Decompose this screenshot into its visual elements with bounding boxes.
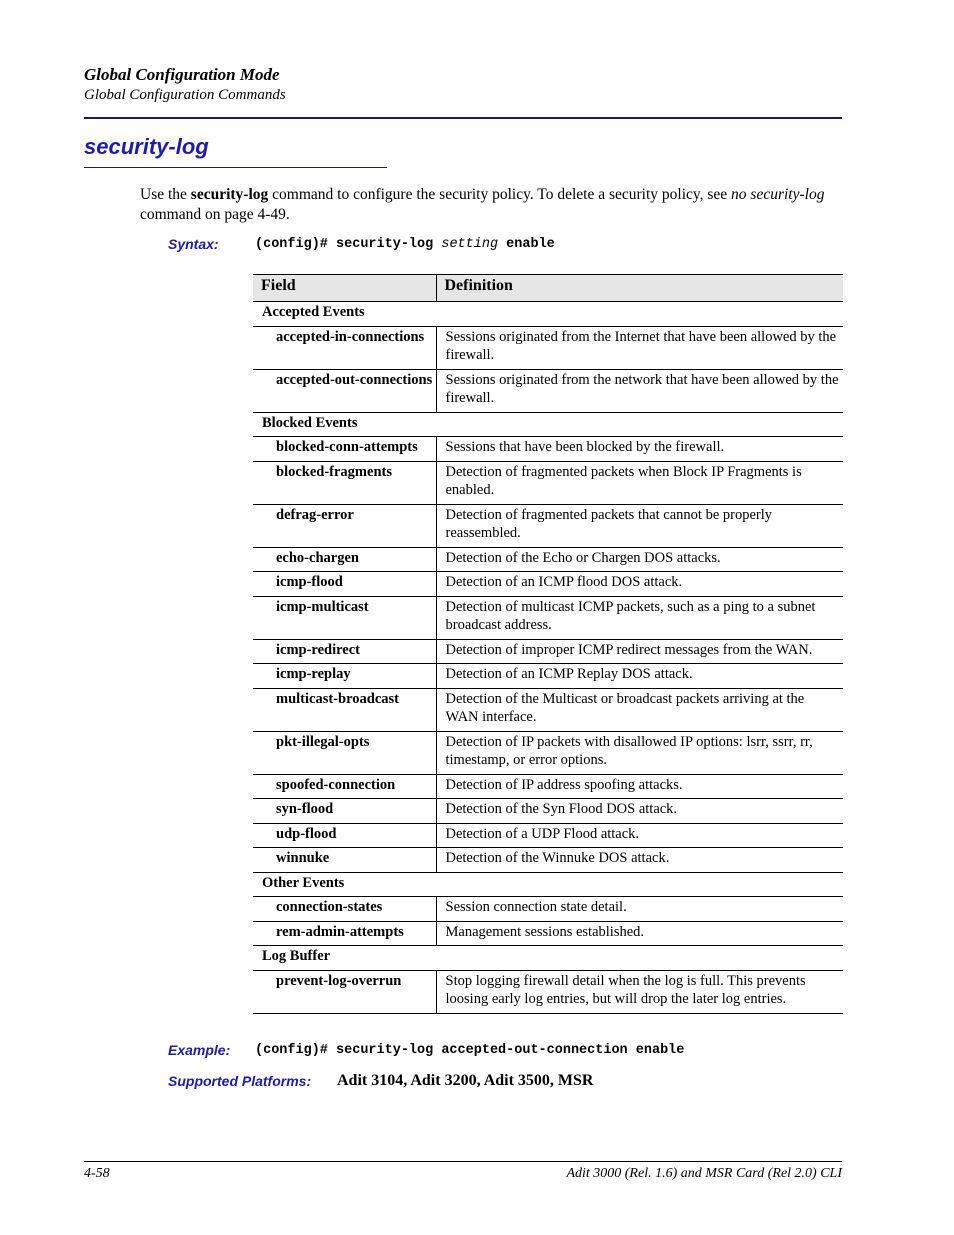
field-definition: Detection of improper ICMP redirect messages from the WAN. [436,639,843,664]
table-category-row [253,946,843,971]
header-definition: Definition [436,275,843,302]
header-field: Field [253,275,436,302]
category-label: Log Buffer [253,946,843,971]
table-row [253,799,843,824]
field-definition: Detection of the Multicast or broadcast packets arriving at the WAN interface. [436,688,843,731]
field-name: blocked-fragments [253,461,436,504]
field-definition: Sessions that have been blocked by the firewall. [436,437,843,462]
field-name: accepted-in-connections [253,326,436,369]
field-name: echo-chargen [253,547,436,572]
table-row [253,664,843,689]
syntax-param: setting [441,237,499,252]
field-definition: Detection of fragmented packets when Block IP Fragments is enabled. [436,461,843,504]
field-definition: Sessions originated from the Internet that have been allowed by the firewall. [436,326,843,369]
table-header-row [253,275,843,302]
field-name: defrag-error [253,504,436,547]
field-name: icmp-redirect [253,639,436,664]
table-row [253,688,843,731]
table-row [253,596,843,639]
table-row [253,731,843,774]
table-row [253,504,843,547]
category-label: Other Events [253,872,843,897]
field-definition: Detection of a UDP Flood attack. [436,823,843,848]
table-row [253,369,843,412]
field-name: blocked-conn-attempts [253,437,436,462]
section-title: security-log [84,134,209,159]
field-name: multicast-broadcast [253,688,436,731]
table-row [253,639,843,664]
table-row [253,921,843,946]
field-definition: Detection of an ICMP Replay DOS attack. [436,664,843,689]
field-definition: Detection of the Syn Flood DOS attack. [436,799,843,824]
supported-platforms-label: Supported Platforms: [168,1073,312,1089]
table-category-row [253,872,843,897]
table-row [253,461,843,504]
field-definition: Sessions originated from the network that have been allowed by the firewall. [436,369,843,412]
footer-document-title: Adit 3000 (Rel. 1.6) and MSR Card (Rel 2.0) CLI [566,1166,842,1181]
field-definition: Detection of IP address spoofing attacks. [436,774,843,799]
intro-text-after: command on page 4-49. [140,206,290,223]
field-definition: Detection of multicast ICMP packets, such as a ping to a subnet broadcast address. [436,596,843,639]
syntax-code [255,237,555,252]
intro-text-middle: command to configure the security policy. To delete a security policy, see [268,186,732,203]
table-row [253,970,843,1013]
example-label: Example: [168,1042,231,1058]
intro-text-before: Use the [140,186,191,203]
page-number: 4-58 [84,1166,110,1181]
intro-paragraph [140,185,840,225]
field-name: rem-admin-attempts [253,921,436,946]
field-name: icmp-multicast [253,596,436,639]
field-definition-table [253,274,843,1014]
footer-divider [84,1161,842,1162]
table-row [253,897,843,922]
field-name: icmp-replay [253,664,436,689]
field-name: winnuke [253,848,436,873]
table-body [253,302,843,1014]
field-definition: Detection of IP packets with disallowed IP options: lsrr, ssrr, rr, timestamp, or error options. [436,731,843,774]
syntax-suffix: enable [498,237,555,252]
running-header-subtitle: Global Configuration Commands [84,87,286,103]
field-name: connection-states [253,897,436,922]
example-code: (config)# security-log accepted-out-connection enable [255,1043,685,1058]
field-definition: Session connection state detail. [436,897,843,922]
field-name: syn-flood [253,799,436,824]
table-category-row [253,302,843,327]
field-name: udp-flood [253,823,436,848]
supported-platforms-value: Adit 3104, Adit 3200, Adit 3500, MSR [337,1072,594,1089]
table-row [253,848,843,873]
table-category-row [253,412,843,437]
header-divider [84,117,842,119]
category-label: Blocked Events [253,412,843,437]
field-definition: Management sessions established. [436,921,843,946]
field-definition: Detection of fragmented packets that cannot be properly reassembled. [436,504,843,547]
syntax-label: Syntax: [168,236,219,252]
table-row [253,774,843,799]
intro-command: security-log [190,186,269,203]
category-label: Accepted Events [253,302,843,327]
running-header-title: Global Configuration Mode [84,65,280,84]
syntax-prefix: (config)# security-log [255,237,442,252]
field-definition: Detection of the Echo or Chargen DOS attacks. [436,547,843,572]
table-row [253,823,843,848]
table-row [253,326,843,369]
table-row [253,572,843,597]
section-title-underline [84,167,387,168]
intro-cross-reference: no security-log [731,186,825,203]
table-row [253,547,843,572]
field-name: icmp-flood [253,572,436,597]
field-name: prevent-log-overrun [253,970,436,1013]
field-definition: Stop logging firewall detail when the log is full. This prevents loosing early log entries, but will drop the later log entries. [436,970,843,1013]
field-name: accepted-out-connections [253,369,436,412]
table-row [253,437,843,462]
field-name: pkt-illegal-opts [253,731,436,774]
field-definition: Detection of an ICMP flood DOS attack. [436,572,843,597]
field-definition: Detection of the Winnuke DOS attack. [436,848,843,873]
field-name: spoofed-connection [253,774,436,799]
